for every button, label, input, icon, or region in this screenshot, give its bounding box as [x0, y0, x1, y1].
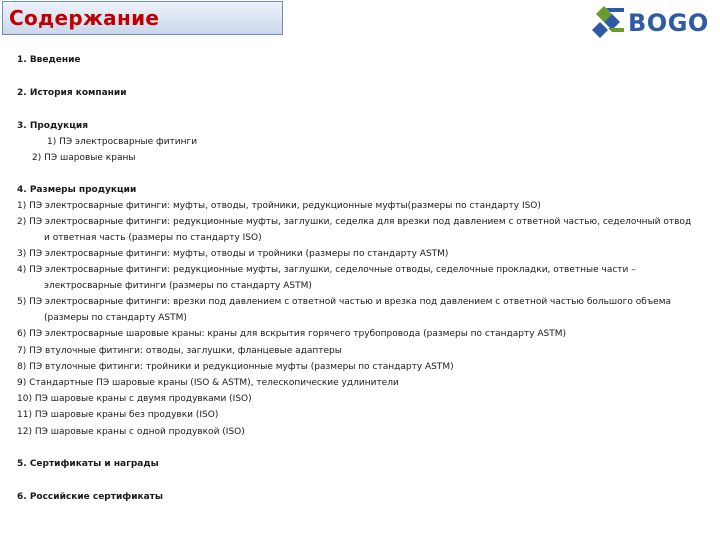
toc-item: 3) ПЭ электросварные фитинги: муфты, отводы и тройники (размеры по стандарту ASTM): [17, 249, 449, 259]
toc-item: 2) ПЭ электросварные фитинги: редукционные муфты, заглушки, седелка для врезки под давлением с ответной частью, седелочный отвод: [17, 217, 692, 227]
toc-item: 4) ПЭ электросварные фитинги: редукционные муфты, заглушки, седелочные отводы, седелочные прокладки, ответные части –: [17, 265, 636, 275]
toc-section-heading: 4. Размеры продукции: [17, 185, 137, 195]
toc-item: 1) ПЭ электросварные фитинги: муфты, отводы, тройники, редукционные муфты(размеры по стандарту ISO): [17, 201, 541, 211]
toc-item: 8) ПЭ втулочные фитинги: тройники и редукционные муфты (размеры по стандарту ASTM): [17, 362, 454, 372]
toc-section-heading: 5. Сертификаты и награды: [17, 459, 159, 469]
toc-item: 10) ПЭ шаровые краны с двумя продувками (ISO): [17, 394, 252, 404]
toc-section-heading: 3. Продукция: [17, 121, 88, 131]
toc-item: электросварные фитинги (размеры по стандарту ASTM): [44, 281, 312, 291]
toc-item: 5) ПЭ электросварные фитинги: врезки под давлением с ответной частью и врезка под давлением с ответной частью большого объема: [17, 297, 672, 307]
toc-item: 11) ПЭ шаровые краны без продувки (ISO): [17, 410, 219, 420]
toc-item: 1) ПЭ электросварные фитинги: [47, 137, 198, 147]
toc-section-heading: 2. История компании: [17, 88, 127, 98]
svg-text:BOGO: BOGO: [628, 9, 709, 37]
toc-item: и ответная часть (размеры по стандарту ISO): [44, 233, 262, 243]
toc-item: (размеры по стандарту ASTM): [44, 313, 187, 323]
toc-item: 6) ПЭ электросварные шаровые краны: краны для вскрытия горячего трубопровода (размеры по стандарту ASTM): [17, 329, 567, 339]
slide-title: Содержание: [9, 6, 160, 30]
toc-item: 2) ПЭ шаровые краны: [32, 153, 136, 163]
toc-item: 9) Стандартные ПЭ шаровые краны (ISO & ASTM), телескопические удлинители: [17, 378, 399, 388]
toc-section-heading: 6. Российские сертификаты: [17, 492, 164, 502]
toc-item: 7) ПЭ втулочные фитинги: отводы, заглушки, фланцевые адаптеры: [17, 346, 342, 356]
toc-item: 12) ПЭ шаровые краны с одной продувкой (ISO): [17, 427, 245, 437]
toc-section-heading: 1. Введение: [17, 55, 81, 65]
